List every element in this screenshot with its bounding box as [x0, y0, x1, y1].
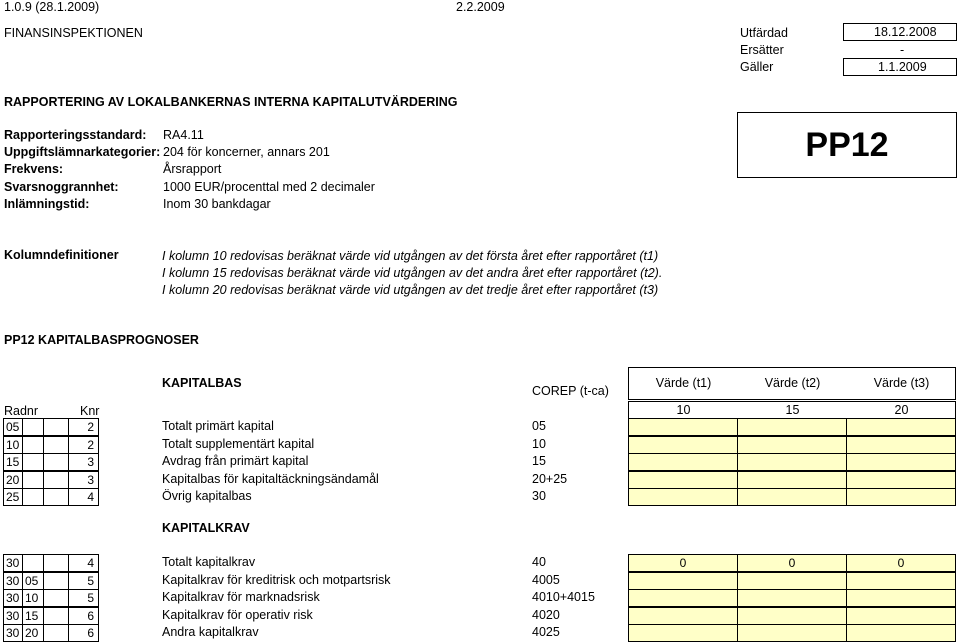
value-input-t3[interactable]: 0 [846, 554, 956, 572]
kolumn-line-2: I kolumn 15 redovisas beräknat värde vid utgången av det andra året efter rapportåret (t2). [162, 266, 663, 280]
meta-value: 1000 EUR/procenttal med 2 decimaler [163, 180, 375, 194]
row-description: Kapitalkrav för operativ risk [162, 607, 313, 622]
radnr-sub-cell [22, 572, 44, 590]
value-input-t2[interactable] [737, 436, 847, 454]
kapitalkrav-heading: KAPITALKRAV [162, 521, 250, 535]
knr-cell [68, 436, 99, 454]
kolumn-label: Kolumndefinitioner [4, 248, 119, 262]
row-description: Andra kapitalkrav [162, 625, 259, 639]
value-input-t3[interactable] [846, 589, 956, 607]
meta-value: RA4.11 [163, 128, 204, 142]
blank-cell [43, 607, 69, 625]
blank-cell [43, 572, 69, 590]
radnr-sub-cell [22, 471, 44, 489]
value-input-t3[interactable] [846, 418, 956, 436]
radnr-sub-cell-text: 10 [25, 591, 39, 605]
col-code-20: 20 [894, 403, 909, 417]
value-input-t1[interactable] [628, 453, 738, 471]
knr-cell-text: 2 [87, 420, 94, 434]
blank-cell [43, 471, 69, 489]
meta-label: Rapporteringsstandard: [4, 128, 147, 142]
value-input-t3[interactable] [846, 488, 956, 506]
form-code: PP12 [737, 112, 957, 178]
meta-value: 204 för koncerner, annars 201 [163, 145, 330, 159]
knr-cell-text: 3 [87, 472, 94, 487]
meta-label: Inlämningstid: [4, 197, 90, 211]
radnr-cell [3, 436, 23, 454]
galler-label: Gäller [740, 60, 774, 74]
value-header-box [628, 367, 956, 400]
value-input-t2[interactable]: 0 [737, 554, 847, 572]
blank-cell [43, 418, 69, 436]
value-input-t3[interactable] [846, 607, 956, 625]
row-description: Övrig kapitalbas [162, 489, 252, 503]
blank-cell [43, 624, 69, 642]
value-input-t1[interactable] [628, 418, 738, 436]
radnr-sub-cell [22, 488, 44, 506]
row-corep: 4025 [532, 625, 560, 639]
galler-value: 1.1.2009 [878, 60, 927, 74]
knr-cell-text: 6 [87, 608, 94, 623]
col-header-t1: Värde (t1) [655, 376, 712, 390]
ersatter-value: - [900, 43, 905, 57]
col-header-t2: Värde (t2) [764, 376, 821, 390]
radnr-sub-cell [22, 554, 44, 572]
knr-cell-text: 2 [87, 437, 94, 452]
radnr-sub-cell-text: 20 [25, 626, 39, 640]
kolumn-line-3: I kolumn 20 redovisas beräknat värde vid utgången av det tredje året efter rapportåret (t3) [162, 283, 659, 297]
row-description: Totalt supplementärt kapital [162, 436, 315, 451]
row-description: Totalt primärt kapital [162, 419, 274, 433]
radnr-cell-text: 25 [6, 490, 20, 504]
utfardad-box [843, 23, 957, 41]
radnr-sub-cell [22, 436, 44, 454]
meta-label: Svarsnoggrannhet: [4, 180, 119, 194]
radnr-cell-text: 30 [6, 573, 20, 588]
radnr-cell [3, 418, 23, 436]
value-input-t1[interactable] [628, 572, 738, 590]
blank-cell [43, 488, 69, 506]
meta-value: Årsrapport [163, 162, 222, 176]
value-input-t3[interactable] [846, 436, 956, 454]
value-input-t1[interactable] [628, 436, 738, 454]
value-input-t1[interactable] [628, 488, 738, 506]
col-code-15: 15 [785, 403, 800, 417]
meta-value: Inom 30 bankdagar [163, 197, 271, 211]
knr-cell [68, 607, 99, 625]
radnr-sub-cell-text: 05 [25, 573, 39, 588]
version-mid: 2.2.2009 [456, 0, 505, 14]
radnr-sub-cell [22, 624, 44, 642]
blank-cell [43, 436, 69, 454]
knr-cell [68, 624, 99, 642]
radnr-cell [3, 453, 23, 471]
value-input-t2[interactable] [737, 589, 847, 607]
knr-cell [68, 453, 99, 471]
utfardad-label: Utfärdad [740, 26, 788, 40]
blank-cell [43, 554, 69, 572]
row-corep: 4010+4015 [532, 590, 595, 604]
radnr-sub-cell [22, 453, 44, 471]
col-header-t3: Värde (t3) [873, 376, 930, 390]
knr-cell [68, 488, 99, 506]
radnr-cell-text: 30 [6, 608, 20, 623]
ersatter-label: Ersätter [740, 43, 784, 57]
value-input-t1[interactable] [628, 471, 738, 489]
value-input-t2[interactable] [737, 418, 847, 436]
knr-cell-text: 6 [87, 626, 94, 640]
radnr-cell [3, 624, 23, 642]
value-input-t3[interactable] [846, 624, 956, 642]
knr-cell [68, 418, 99, 436]
knr-cell-text: 4 [87, 556, 94, 570]
radnr-sub-cell-text: 15 [25, 608, 39, 623]
radnr-cell-text: 30 [6, 591, 20, 605]
kapitalbas-heading: KAPITALBAS [162, 376, 242, 390]
knr-cell-text: 5 [87, 591, 94, 605]
meta-label: Uppgiftslämnarkategorier: [4, 145, 161, 159]
row-description: Kapitalbas för kapitaltäckningsändamål [162, 471, 379, 486]
row-corep: 4020 [532, 607, 560, 622]
row-description: Totalt kapitalkrav [162, 555, 256, 569]
radnr-cell-text: 15 [6, 455, 20, 469]
radnr-cell [3, 471, 23, 489]
kolumn-line-1: I kolumn 10 redovisas beräknat värde vid utgången av det första året efter rapportåret (t1) [162, 249, 659, 263]
version-left: 1.0.9 (28.1.2009) [4, 0, 100, 14]
col-code-row [628, 401, 956, 419]
row-corep: 4005 [532, 572, 560, 587]
knr-cell [68, 554, 99, 572]
knr-cell-text: 4 [87, 490, 94, 504]
radnr-cell [3, 488, 23, 506]
radnr-cell-text: 30 [6, 556, 20, 570]
value-input-t2[interactable] [737, 624, 847, 642]
radnr-cell [3, 589, 23, 607]
knr-cell-text: 5 [87, 573, 94, 588]
meta-label: Frekvens: [4, 162, 64, 176]
report-title: RAPPORTERING AV LOKALBANKERNAS INTERNA KAPITALUTVÄRDERING [4, 95, 458, 109]
knr-cell [68, 471, 99, 489]
value-input-t2[interactable] [737, 607, 847, 625]
corep-heading: COREP (t-ca) [532, 384, 609, 398]
radnr-cell-text: 30 [6, 626, 20, 640]
value-input-t3[interactable] [846, 471, 956, 489]
value-input-t2[interactable] [737, 488, 847, 506]
radnr-sub-cell [22, 607, 44, 625]
value-input-t2[interactable] [737, 453, 847, 471]
radnr-cell-text: 10 [6, 437, 20, 452]
radnr-label: Radnr [4, 404, 39, 418]
radnr-sub-cell [22, 418, 44, 436]
galler-box [843, 58, 957, 76]
value-input-t3[interactable] [846, 572, 956, 590]
radnr-cell [3, 554, 23, 572]
row-corep: 05 [532, 419, 546, 433]
radnr-cell [3, 572, 23, 590]
section-title: PP12 KAPITALBASPROGNOSER [4, 333, 199, 347]
value-input-t1[interactable] [628, 607, 738, 625]
row-corep: 20+25 [532, 471, 568, 486]
row-corep: 30 [532, 489, 546, 503]
org-name: FINANSINSPEKTIONEN [4, 26, 143, 40]
row-description: Kapitalkrav för marknadsrisk [162, 590, 320, 604]
row-corep: 40 [532, 555, 546, 569]
col-code-10: 10 [676, 403, 691, 417]
row-corep: 15 [532, 454, 546, 468]
blank-cell [43, 589, 69, 607]
value-input-t2[interactable] [737, 572, 847, 590]
radnr-cell-text: 05 [6, 420, 20, 434]
radnr-sub-cell [22, 589, 44, 607]
knr-cell-text: 3 [87, 455, 94, 469]
value-input-t1[interactable] [628, 624, 738, 642]
value-input-t1[interactable] [628, 589, 738, 607]
row-description: Avdrag från primärt kapital [162, 454, 309, 468]
knr-cell [68, 572, 99, 590]
blank-cell [43, 453, 69, 471]
radnr-cell-text: 20 [6, 472, 20, 487]
utfardad-value: 18.12.2008 [874, 25, 937, 39]
knr-label: Knr [80, 404, 100, 418]
row-description: Kapitalkrav för kreditrisk och motpartsrisk [162, 572, 391, 587]
value-input-t3[interactable] [846, 453, 956, 471]
radnr-cell [3, 607, 23, 625]
value-input-t1[interactable]: 0 [628, 554, 738, 572]
knr-cell [68, 589, 99, 607]
row-corep: 10 [532, 436, 546, 451]
value-input-t2[interactable] [737, 471, 847, 489]
